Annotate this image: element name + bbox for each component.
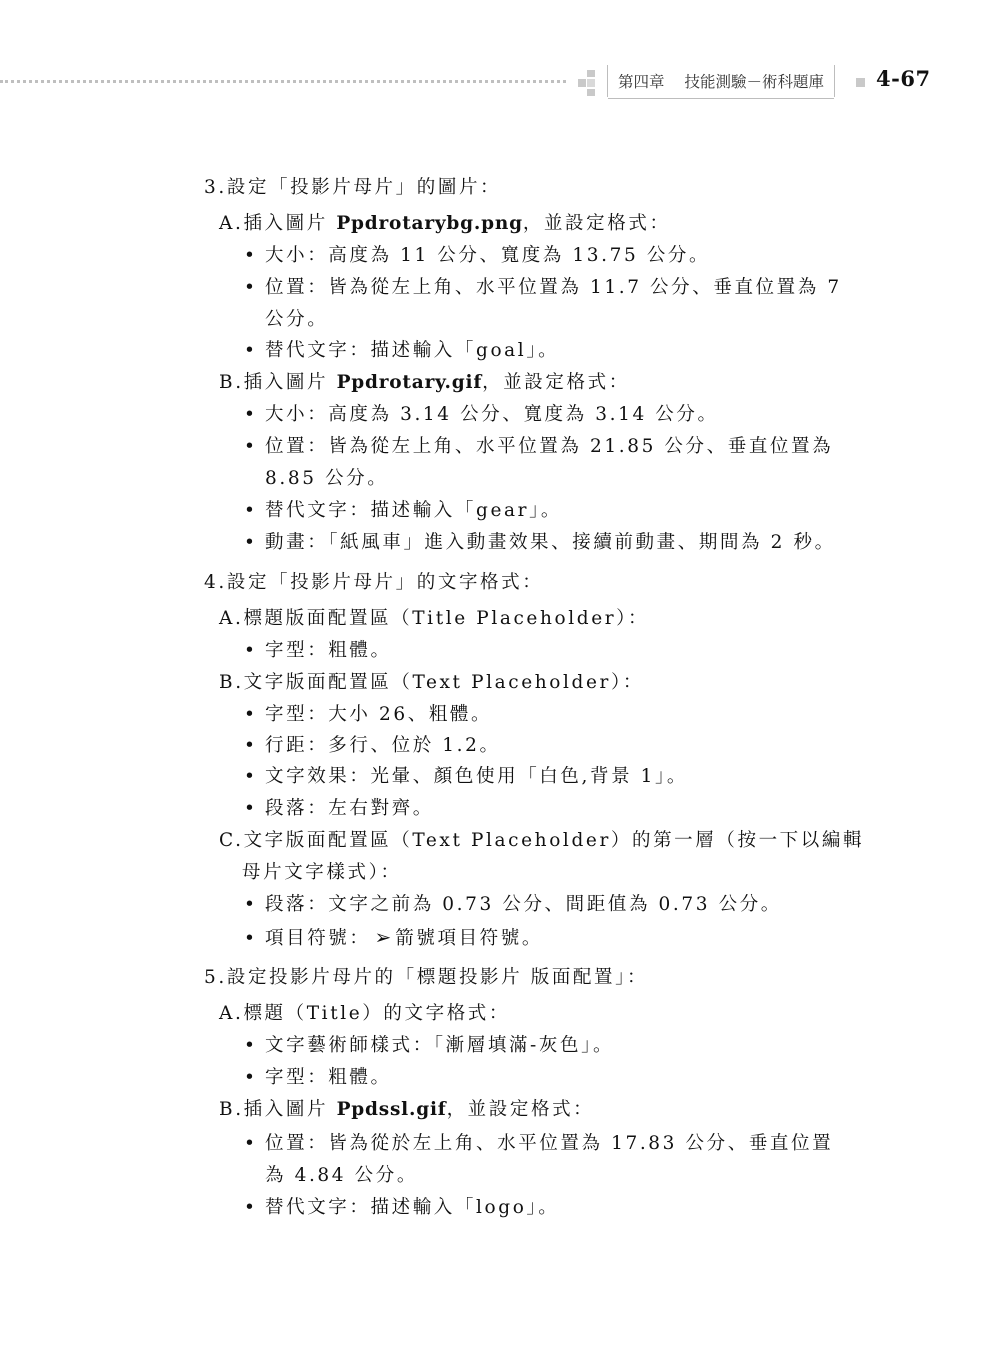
file-name: Ppdrotary.gif xyxy=(336,372,483,393)
bullet-icon: • xyxy=(244,1067,255,1088)
section-heading: 3.設定「投影片母片」的圖片： xyxy=(204,177,502,198)
bullet-icon: • xyxy=(244,1197,255,1218)
file-name: Ppdrotarybg.png xyxy=(336,213,523,234)
bullet-icon: • xyxy=(244,404,255,425)
list-item: • 文字效果：光暈、顏色使用「白色,背景 1」。 xyxy=(244,764,688,790)
subsection-heading: A.標題版面配置區（Title Placeholder）： xyxy=(219,608,650,629)
list-item: • 字型：大小 26、粗體。 xyxy=(244,702,492,728)
list-item: • 文字藝術師樣式：「漸層填滿-灰色」。 xyxy=(244,1033,614,1059)
chapter-number: 第四章 xyxy=(618,73,665,91)
list-item: • 位置：皆為從於左上角、水平位置為 17.83 公分、垂直位置 xyxy=(244,1131,833,1157)
bullet-icon: • xyxy=(244,532,255,553)
decorative-squares-icon xyxy=(578,70,600,96)
subsection-heading: A.插入圖片 Ppdrotarybg.png，並設定格式： xyxy=(219,213,671,234)
bullet-icon: • xyxy=(244,1133,255,1154)
bullet-icon: • xyxy=(244,704,255,725)
bullet-icon: • xyxy=(244,277,255,298)
list-item: • 替代文字：描述輸入「logo」。 xyxy=(244,1195,559,1221)
subsection-heading: A.標題（Title）的文字格式： xyxy=(219,1003,510,1024)
list-item-continuation: 為 4.84 公分。 xyxy=(265,1165,418,1186)
list-item: • 位置：皆為從左上角、水平位置為 11.7 公分、垂直位置為 7 xyxy=(244,275,842,301)
bullet-icon: • xyxy=(244,735,255,756)
bullet-icon: • xyxy=(244,798,255,819)
file-name: Ppdssl.gif xyxy=(336,1099,447,1120)
list-item: • 替代文字：描述輸入「goal」。 xyxy=(244,338,559,364)
list-item: • 段落：文字之前為 0.73 公分、間距值為 0.73 公分。 xyxy=(244,892,782,918)
list-item-continuation: 8.85 公分。 xyxy=(265,468,389,489)
list-item: • 行距：多行、位於 1.2。 xyxy=(244,733,501,759)
arrow-bullet-icon: ➢ xyxy=(374,925,392,949)
list-item: • 動畫：「紙風車」進入動畫效果、接續前動畫、期間為 2 秒。 xyxy=(244,530,836,556)
chapter-title: 技能測驗－術科題庫 xyxy=(684,73,825,91)
subsection-heading: B.插入圖片 Ppdssl.gif，並設定格式： xyxy=(219,1099,595,1120)
bullet-icon: • xyxy=(244,500,255,521)
list-item: • 字型：粗體。 xyxy=(244,638,392,664)
list-item: • 大小：高度為 11 公分、寬度為 13.75 公分。 xyxy=(244,243,710,269)
bullet-icon: • xyxy=(244,436,255,457)
bullet-icon: • xyxy=(244,766,255,787)
subsection-heading: B.插入圖片 Ppdrotary.gif，並設定格式： xyxy=(219,372,630,393)
chapter-label-box xyxy=(607,65,835,97)
bullet-icon: • xyxy=(244,340,255,361)
section-heading: 4.設定「投影片母片」的文字格式： xyxy=(204,572,544,593)
bullet-icon: • xyxy=(244,928,255,949)
bullet-icon: • xyxy=(244,894,255,915)
list-item: • 段落：左右對齊。 xyxy=(244,796,434,822)
bullet-icon: • xyxy=(244,640,255,661)
subsection-heading-continuation: 母片文字樣式）： xyxy=(242,862,402,883)
square-icon xyxy=(856,78,865,87)
list-item: • 項目符號： ➢ 箭號項目符號。 xyxy=(244,924,543,952)
list-item-continuation: 公分。 xyxy=(265,309,329,330)
subsection-heading: C.文字版面配置區（Text Placeholder）的第一層（按一下以編輯 xyxy=(219,830,865,851)
list-item: • 大小：高度為 3.14 公分、寬度為 3.14 公分。 xyxy=(244,402,719,428)
subsection-heading: B.文字版面配置區（Text Placeholder）： xyxy=(219,672,644,693)
bullet-icon: • xyxy=(244,1035,255,1056)
section-heading: 5.設定投影片母片的「標題投影片 版面配置」： xyxy=(204,967,649,988)
page-number: 4-67 xyxy=(876,66,931,91)
bullet-icon: • xyxy=(244,245,255,266)
page-header xyxy=(0,62,1000,102)
dotted-rule xyxy=(0,80,566,83)
list-item: • 字型：粗體。 xyxy=(244,1065,392,1091)
list-item: • 位置：皆為從左上角、水平位置為 21.85 公分、垂直位置為 xyxy=(244,434,833,460)
list-item: • 替代文字：描述輸入「gear」。 xyxy=(244,498,562,524)
